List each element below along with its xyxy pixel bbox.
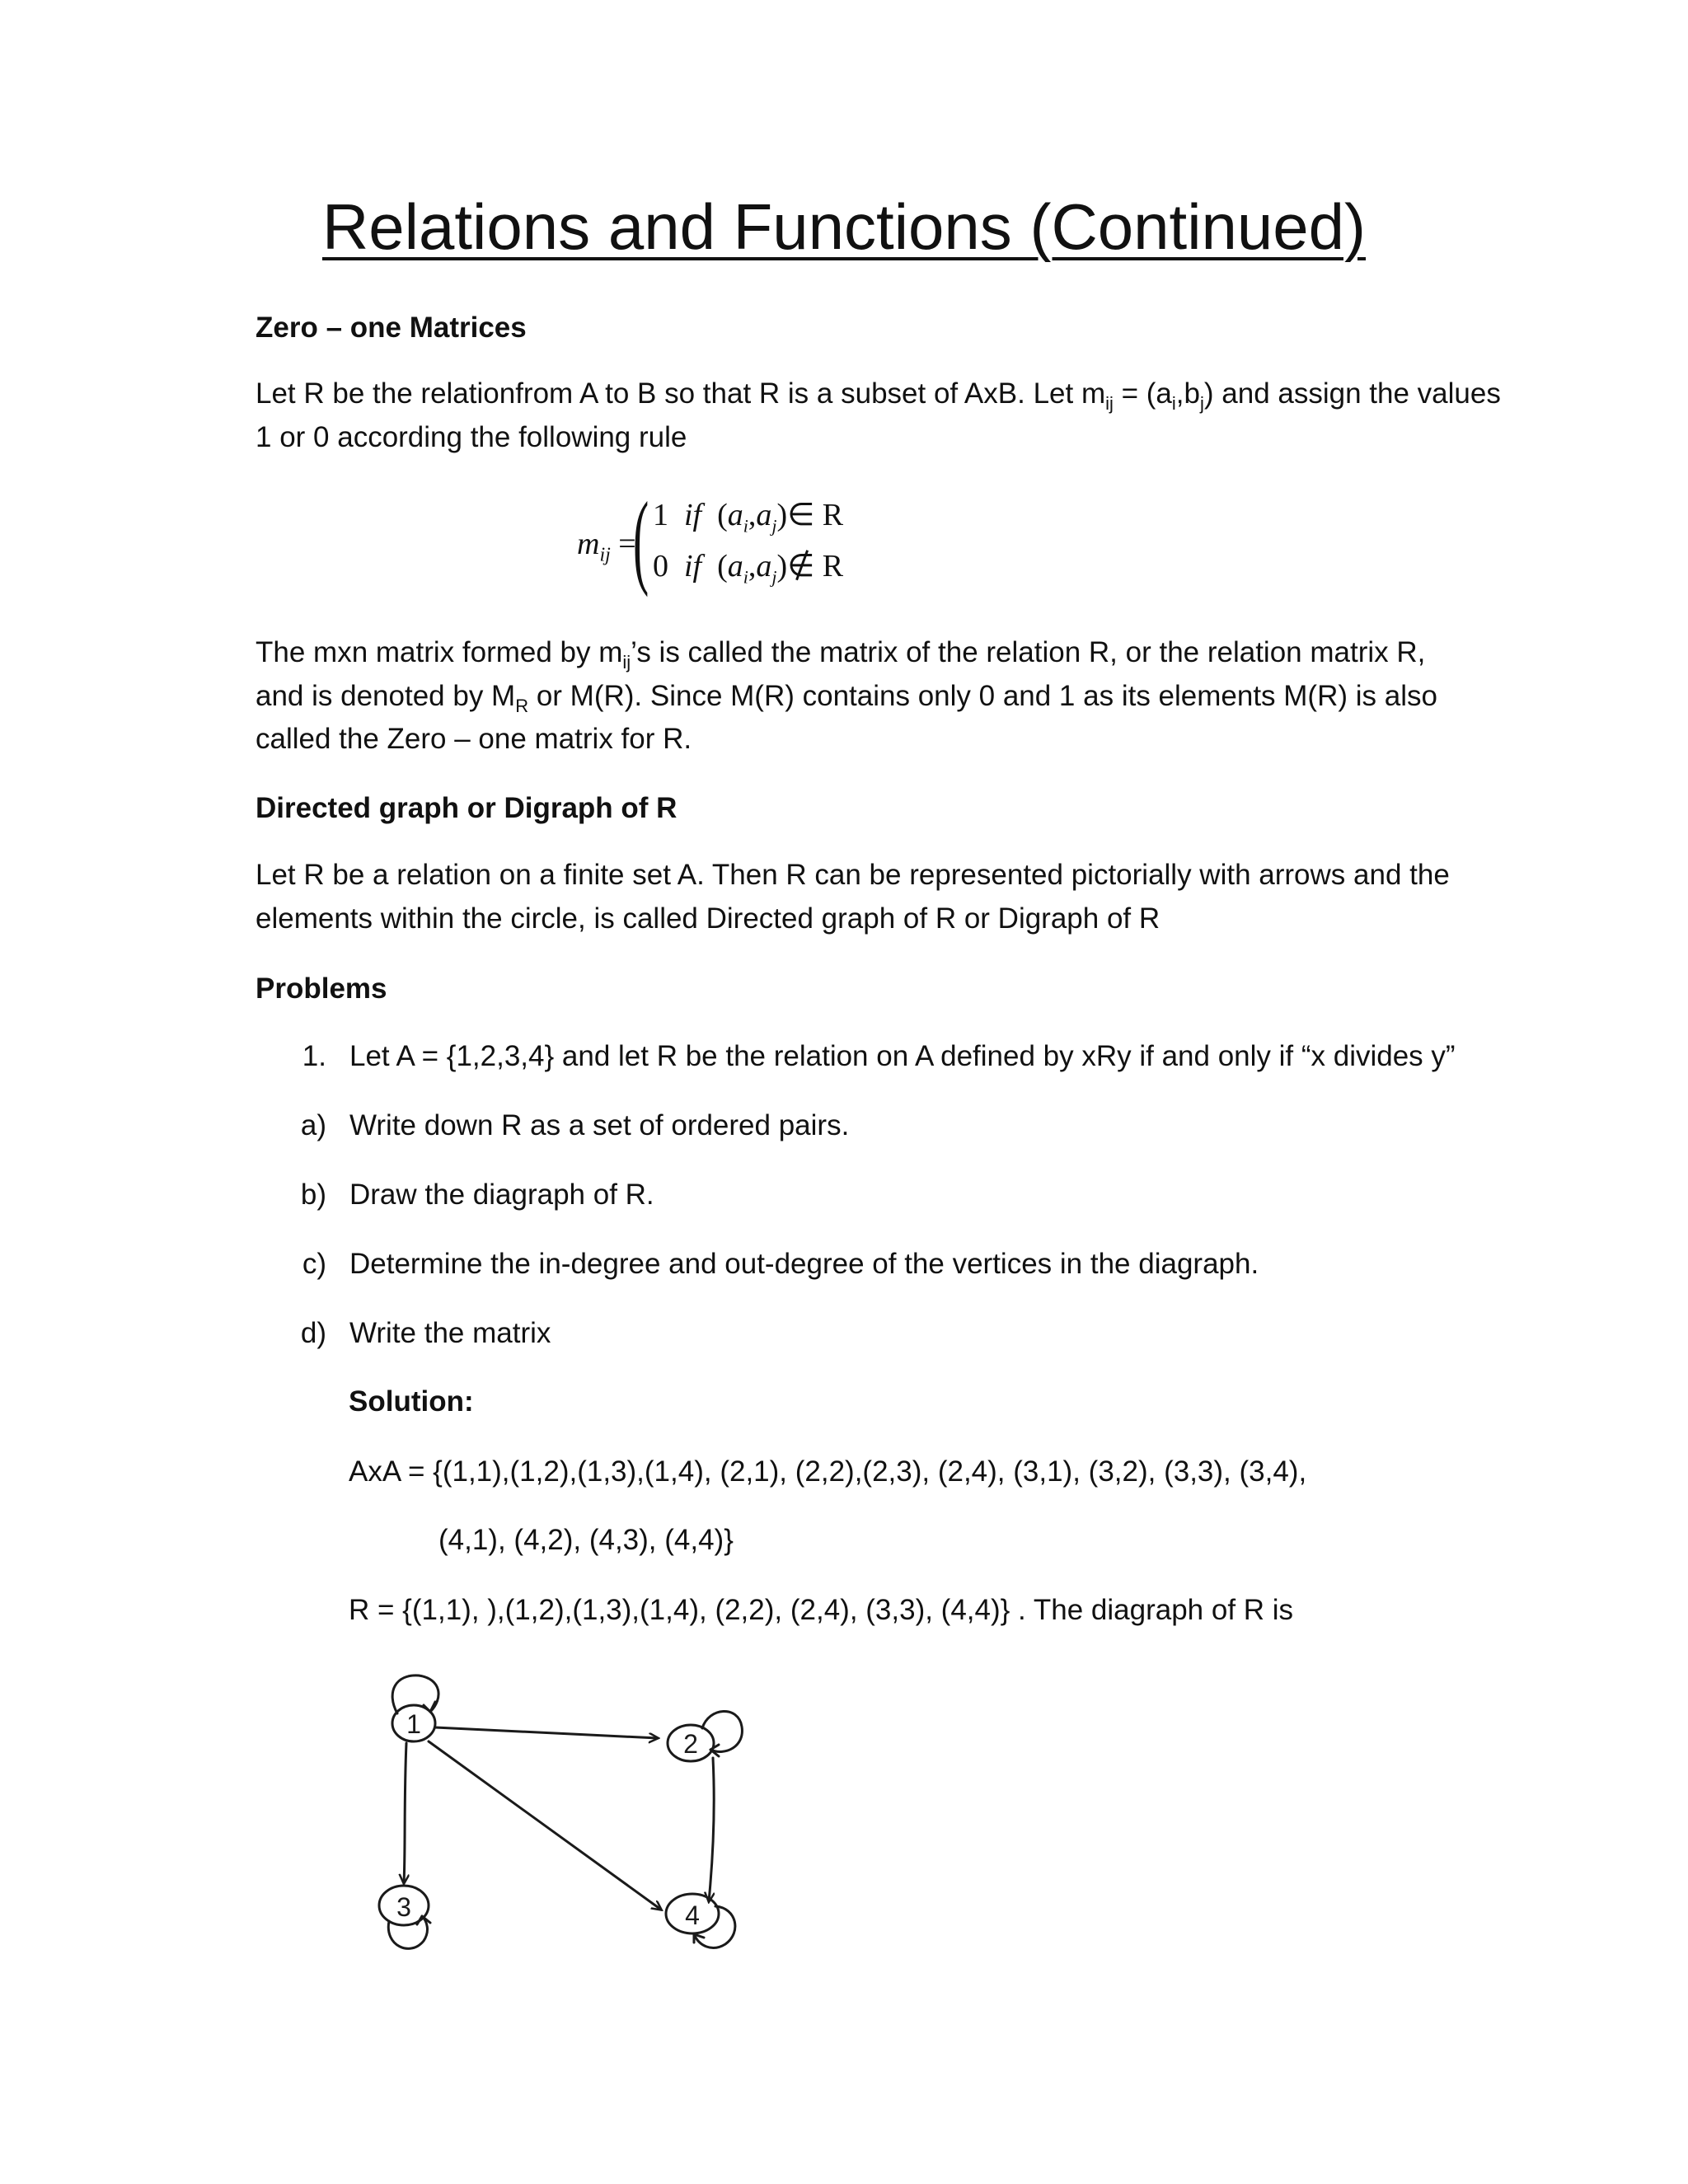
document-page: Relations and Functions (Continued) Zero – one Matrices Let R be the relationfrom A to B so that R is a subset of AxB. Let $m_{ij} = (a_i,b_j)$ and assign the values 1 or 0 according the following rule $m_{ij}$ = ( 1 if $(a_i,a_j)\in$ R 0 if $(a_i,a_j)\notin$ R The mxn matrix formed by $m_{ij}’s$ is called the matrix of the relation R, or the relation matrix R, and is denoted by $M_R$ or M(R). Since M(R) contains only 0 and 1 as its elements M(R) is also called the Zero – one matrix for R. Directed graph or Digraph of R Let R be a relation on a finite set A. Then R can be represented pictorially with arrows and the elements within the circle, is called Directed graph of R or Digraph of R Problems 1. Let A = {1,2,3,4} and let R be the relation on A defined by xRy if and only if “x divides y” a) Write down R as a set of ordered pairs. b) Draw the diagraph of R. c) Determine the in-degree and out-degree of the vertices in the diagraph. d) Write the matrix Solution: AxA = {(1,1),(1,2),(1,3),(1,4), (2,1), (2,2),(2,3), (2,4), (3,1), (3,2), (3,3), (3,4), (4,1), (4,2), (4,3), (4,4)} R = {(1,1), ),(1,2),(1,3),(1,4), (2,2), (2,4), (3,3), (4,4)} . The diagraph of R is 1 2 3 4: [0, 0, 1688, 2184]
node-2: [668, 1711, 742, 1761]
formula-row-not-in: 0 if $(a_i,a_j)\notin$ R: [653, 549, 844, 588]
node-1: [392, 1675, 438, 1741]
edge-2-4: [709, 1758, 714, 1901]
edge-1-2: [435, 1727, 658, 1738]
axa-line2: (4,1), (4,2), (4,3), (4,4)}: [438, 1524, 734, 1556]
edge-1-3: [404, 1743, 406, 1883]
heading-digraph: Directed graph or Digraph of R: [256, 792, 678, 824]
page-title: Relations and Functions (Continued): [321, 190, 1367, 263]
formula-row-in: 1 if $(a_i,a_j)\in$ R: [653, 498, 844, 537]
self-loop-4: [694, 1906, 735, 1947]
heading-zero-one-matrices: Zero – one Matrices: [256, 312, 527, 344]
paragraph-digraph-line1: Let R be a relation on a finite set A. Then R can be represented pictorially with arrows and the: [256, 859, 1450, 891]
node-1-label: 1: [406, 1709, 421, 1739]
matrix-entry-formula: $m_{ij}$ = ( 1 if $(a_i,a_j)\in$ R 0 if $(a_i,a_j)\notin$ R: [577, 480, 844, 598]
left-brace: (: [633, 480, 649, 598]
paragraph-relation-definition-line2: 1 or 0 according the following rule: [256, 421, 687, 453]
paragraph-relation-matrix-line1: The mxn matrix formed by $m_{ij}’s$ is called the matrix of the relation R, or the relation matrix R,: [256, 636, 1426, 673]
paragraph-relation-definition: Let R be the relationfrom A to B so that R is a subset of AxB. Let $m_{ij} = (a_i,b_j)$ and assign the values: [256, 377, 1501, 414]
solution-label: Solution:: [349, 1385, 474, 1418]
heading-problems: Problems: [256, 972, 387, 1005]
paragraph-relation-matrix-line3: called the Zero – one matrix for R.: [256, 723, 692, 755]
paragraph-digraph-line2: elements within the circle, is called Directed graph of R or Digraph of R: [256, 902, 1160, 935]
node-4: [666, 1894, 735, 1947]
node-4-label: 4: [685, 1900, 700, 1930]
digraph-figure: [338, 1644, 767, 1966]
node-3-label: 3: [396, 1892, 411, 1922]
axa-line1: AxA = {(1,1),(1,2),(1,3),(1,4), (2,1), (2,2),(2,3), (2,4), (3,1), (3,2), (3,3), (3,4),: [349, 1455, 1307, 1488]
node-3: [379, 1886, 430, 1948]
relation-r-line: R = {(1,1), ),(1,2),(1,3),(1,4), (2,2), (2,4), (3,3), (4,4)} . The diagraph of R is: [349, 1594, 1294, 1626]
node-2-label: 2: [683, 1729, 698, 1759]
edge-1-4: [429, 1741, 661, 1910]
paragraph-relation-matrix-line2: and is denoted by $M_R$ or M(R). Since M(R) contains only 0 and 1 as its elements M(R) is also: [256, 680, 1437, 716]
